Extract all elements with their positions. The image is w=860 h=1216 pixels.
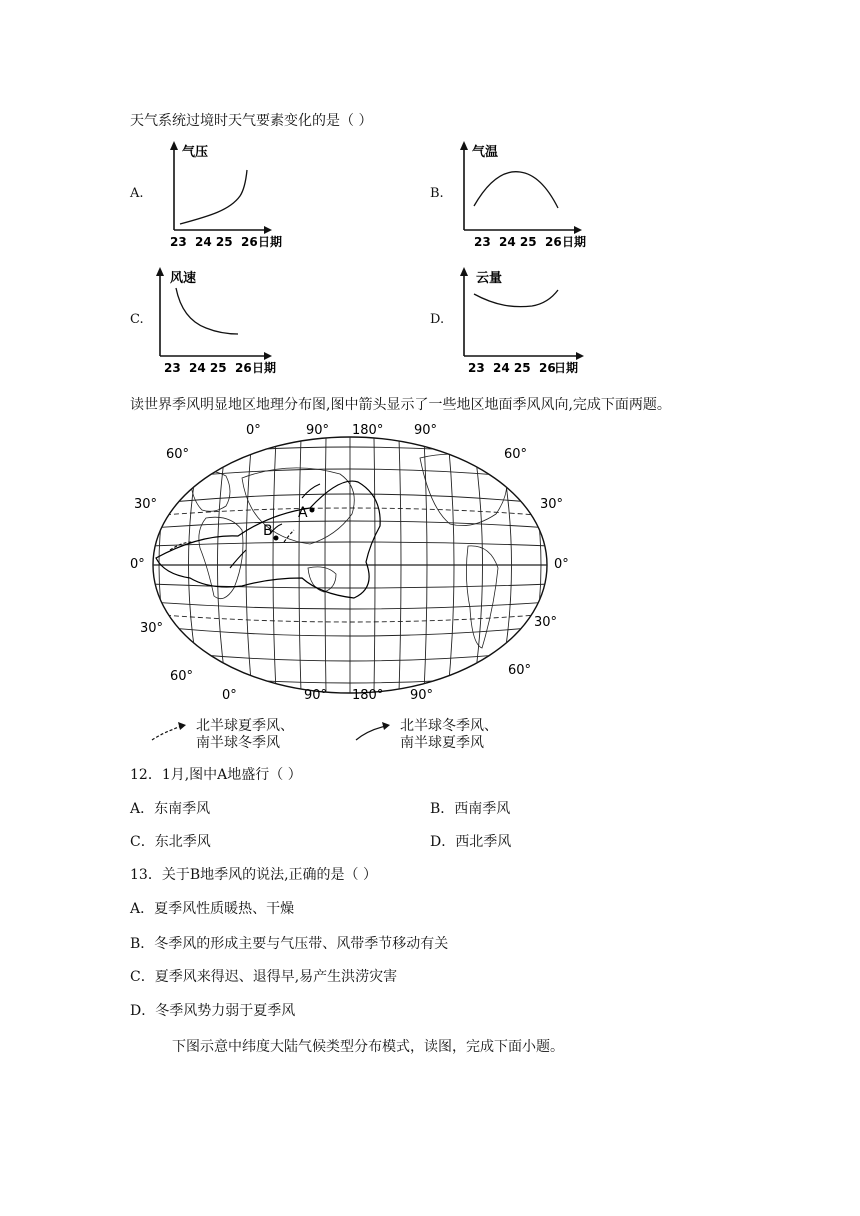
point-a-label: A xyxy=(298,505,308,521)
lat-right-0: 60° xyxy=(504,447,528,462)
lat-left-3: 30° xyxy=(140,621,164,636)
q13-option-d: D．冬季风势力弱于夏季风 xyxy=(130,1003,296,1019)
legend-item-2-line2: 南半球夏季风 xyxy=(400,735,484,751)
lat-left-2: 0° xyxy=(130,557,145,572)
graph-a-xticks: 23 24 25 26 xyxy=(170,235,258,249)
graph-d-cloud-cover xyxy=(452,266,602,376)
option-b-letter: B. xyxy=(430,186,444,201)
q12-option-b: B．西南季风 xyxy=(430,801,511,817)
point-b-label: B xyxy=(263,523,273,539)
q13-option-b: B．冬季风的形成主要与气压带、风带季节移动有关 xyxy=(130,936,449,952)
legend-item-1 xyxy=(196,718,294,752)
lat-right-2: 0° xyxy=(554,557,569,572)
graph-d-ylabel: 云量 xyxy=(476,271,503,286)
world-monsoon-map xyxy=(130,418,580,700)
option-a-letter: A. xyxy=(130,186,144,201)
legend-item-2-line1: 北半球冬季风、 xyxy=(400,718,498,734)
lon-top-0: 0° xyxy=(246,423,261,438)
graph-d-xticks: 23 24 25 26 xyxy=(468,361,556,375)
lon-bottom-1: 90° xyxy=(304,688,328,700)
lat-left-0: 60° xyxy=(166,447,190,462)
graph-b-temperature xyxy=(450,140,600,250)
next-question-intro: 下图示意中纬度大陆气候类型分布模式，读图，完成下面小题。 xyxy=(172,1039,564,1055)
question-intro: 天气系统过境时天气要素变化的是（ ） xyxy=(130,113,373,129)
q13-stem: 13．关于B地季风的说法,正确的是（ ） xyxy=(130,867,378,883)
graph-b-ylabel: 气温 xyxy=(472,145,499,160)
map-intro: 读世界季风明显地区地理分布图,图中箭头显示了一些地区地面季风风向,完成下面两题。 xyxy=(130,397,671,413)
q12-option-d: D．西北季风 xyxy=(430,834,512,850)
lat-left-4: 60° xyxy=(170,669,194,684)
lon-top-3: 90° xyxy=(414,423,438,438)
lon-top-1: 90° xyxy=(306,423,330,438)
point-b-marker xyxy=(274,536,279,541)
graph-c-ylabel: 风速 xyxy=(170,271,197,286)
graph-d-xunit: 日期 xyxy=(554,361,579,375)
lon-top-2: 180° xyxy=(352,423,384,438)
graph-a-xunit: 日期 xyxy=(258,235,283,249)
lon-bottom-0: 0° xyxy=(222,688,237,700)
graph-c-xunit: 日期 xyxy=(252,361,277,375)
option-c-letter: C. xyxy=(130,312,144,327)
q12-option-c: C．东北季风 xyxy=(130,834,211,850)
lat-right-1: 30° xyxy=(540,497,564,512)
graph-a-ylabel: 气压 xyxy=(182,145,209,160)
lon-bottom-2: 180° xyxy=(352,688,384,700)
legend-item-2 xyxy=(400,718,498,752)
legend-item-1-line2: 南半球冬季风 xyxy=(196,735,280,751)
monsoon-boundary xyxy=(156,481,380,598)
option-d-letter: D. xyxy=(430,312,445,327)
q12-stem: 12．1月,图中A地盛行（ ） xyxy=(130,767,302,783)
graph-c-xticks: 23 24 25 26 xyxy=(164,361,252,375)
lon-bottom-3: 90° xyxy=(410,688,434,700)
graph-c-wind-speed xyxy=(150,266,300,376)
lat-right-4: 60° xyxy=(508,663,532,678)
q13-option-c: C．夏季风来得迟、退得早,易产生洪涝灾害 xyxy=(130,969,398,985)
graph-a-pressure xyxy=(160,140,310,250)
graph-b-xticks: 23 24 25 26 xyxy=(474,235,562,249)
graph-b-xunit: 日期 xyxy=(562,235,587,249)
point-a-marker xyxy=(310,508,315,513)
q12-option-a: A．东南季风 xyxy=(130,801,211,817)
lat-right-3: 30° xyxy=(534,615,558,630)
q13-option-a: A．夏季风性质暖热、干燥 xyxy=(130,901,295,917)
lat-left-1: 30° xyxy=(134,497,158,512)
legend-solid-arrow-icon xyxy=(352,718,396,746)
legend-dashed-arrow-icon xyxy=(148,718,192,746)
legend-item-1-line1: 北半球夏季风、 xyxy=(196,718,294,734)
